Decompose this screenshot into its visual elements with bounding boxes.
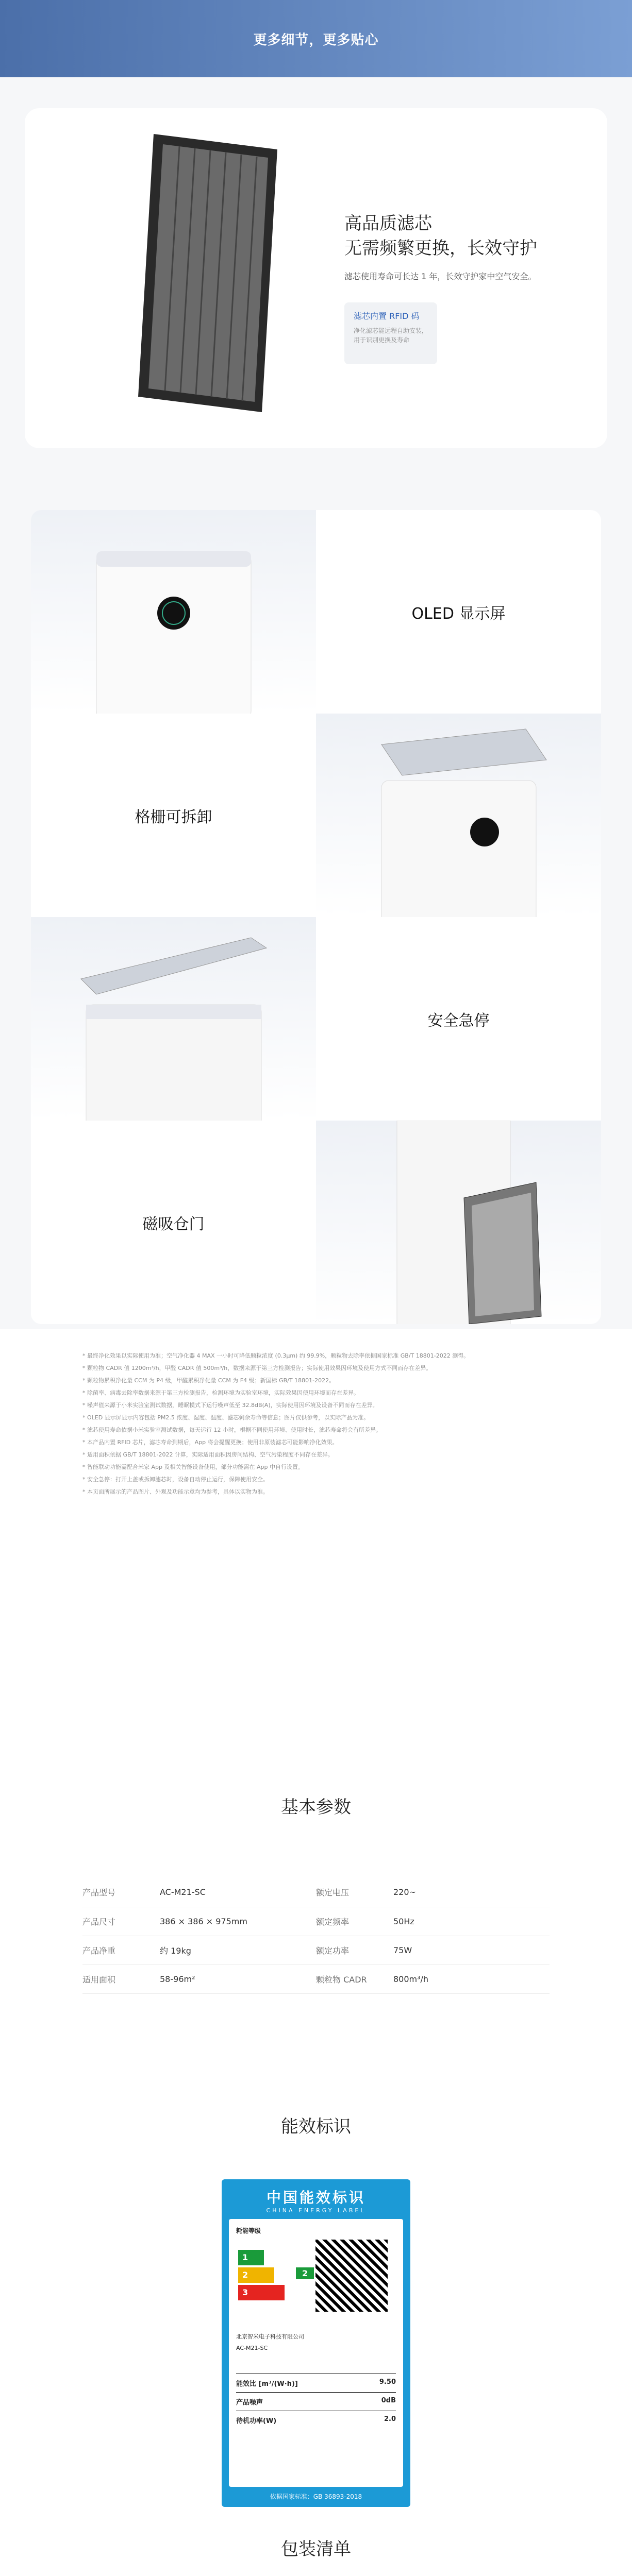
footnotes	[0, 1329, 632, 1793]
param-value: 58-96m²	[160, 1964, 316, 1993]
param-key: 产品尺寸	[82, 1907, 160, 1936]
param-row	[82, 1964, 550, 1993]
row1-value: 9.50	[379, 2378, 396, 2386]
param-key: 适用面积	[82, 1964, 160, 1993]
grille-cell	[31, 714, 316, 917]
footnote-line: * 本页面所展示的产品图片、外观及功能示意均为参考，具体以实物为准。	[82, 1488, 269, 1495]
grade-label: 耗能等级	[236, 2227, 261, 2234]
rfid-line-1: 净化滤芯能远程自助安装，	[354, 327, 428, 334]
param-key: 产品净重	[82, 1936, 160, 1964]
filter-title-1: 高品质滤芯	[344, 213, 432, 234]
param-value: 220~	[393, 1878, 550, 1907]
param-value: 800m³/h	[393, 1964, 550, 1993]
param-key: 颗粒物 CADR	[316, 1964, 393, 1993]
row1-key: 能效比 [m³/(W·h)]	[236, 2380, 298, 2388]
param-value: 约 19kg	[160, 1936, 316, 1964]
rfid-title: 滤芯内置 RFID 码	[354, 311, 420, 321]
banner	[0, 0, 632, 77]
filter-card	[25, 108, 607, 448]
rfid-card	[344, 302, 437, 364]
footnote-line: * 颗粒物 CADR 值 1200m³/h，甲醛 CADR 值 500m³/h，数据来源于第三方检测报告；实际使用效果因环境及使用方式不同而存在差异。	[82, 1365, 432, 1371]
row3-key: 待机功率(W)	[236, 2417, 277, 2425]
oled-label: OLED 显示屏	[411, 604, 506, 623]
footnote-line: * 本产品内置 RFID 芯片，滤芯寿命到期后，App 将会提醒更换；使用非原装滤芯可能影响净化效果。	[82, 1439, 338, 1446]
grille-image	[316, 714, 601, 917]
params-section	[0, 1793, 632, 2112]
energy-row-3	[236, 2411, 396, 2429]
footnote-line: * 滤芯使用寿命依据小米实验室测试数据，每天运行 12 小时，根据不同使用环境、使用时长，滤芯寿命将会有所差异。	[82, 1427, 381, 1433]
grille-label: 格栅可拆卸	[135, 808, 212, 826]
grade-bars	[238, 2250, 285, 2302]
energy-label-body	[229, 2219, 403, 2487]
oled-image	[31, 510, 316, 714]
door-cell	[31, 1121, 316, 1324]
filter-image	[123, 129, 293, 417]
maker: 北京智米电子科技有限公司	[236, 2333, 304, 2340]
energy-title: 能效标识	[281, 2116, 351, 2137]
row2-key: 产品噪声	[236, 2399, 263, 2406]
pack-section	[0, 2535, 632, 2576]
filter-section	[0, 77, 632, 479]
footnote-line: * 噪声值来源于小米实验室测试数据，睡眠模式下运行噪声低至 32.8dB(A)，实际使用因环境及设备不同而存在差异。	[82, 1402, 378, 1409]
row2-value: 0dB	[381, 2397, 396, 2404]
energy-label	[222, 2179, 410, 2507]
params-title: 基本参数	[281, 1797, 351, 1818]
grade-indicator: 2	[296, 2267, 314, 2279]
energy-standard: 依据国家标准：GB 36893-2018	[270, 2493, 362, 2500]
param-key: 产品型号	[82, 1878, 160, 1907]
params-table	[82, 1878, 550, 1994]
footnote-line: * 适用面积依据 GB/T 18801-2022 计算，实际适用面积因房间结构、空气污染程度不同存在差异。	[82, 1451, 334, 1458]
param-value: 75W	[393, 1936, 550, 1964]
banner-title: 更多细节，更多贴心	[253, 32, 379, 48]
param-key: 额定频率	[316, 1907, 393, 1936]
rfid-line-2: 用于识别更换及寿命	[354, 336, 410, 344]
features-section	[0, 479, 632, 1329]
param-key: 额定电压	[316, 1878, 393, 1907]
pack-title: 包装清单	[281, 2539, 351, 2560]
footnote-line: * 除菌率、病毒去除率数据来源于第三方检测报告，检测环境为实验室环境，实际效果因使用环境而存在差异。	[82, 1389, 359, 1396]
param-value: 386 × 386 × 975mm	[160, 1907, 316, 1936]
oled-cell	[316, 510, 601, 714]
energy-row-2	[236, 2392, 396, 2411]
filter-title-2: 无需频繁更换，长效守护	[344, 238, 537, 259]
param-value: 50Hz	[393, 1907, 550, 1936]
door-image	[316, 1121, 601, 1324]
grade-bar-3: 3	[238, 2285, 285, 2300]
filter-desc: 滤芯使用寿命可长达 1 年，长效守护家中空气安全。	[344, 272, 537, 281]
model: AC-M21-SC	[236, 2345, 268, 2351]
param-row	[82, 1907, 550, 1936]
row3-value: 2.0	[384, 2415, 396, 2423]
energy-label-sub: CHINA ENERGY LABEL	[266, 2207, 366, 2214]
grade-bar-1: 1	[238, 2250, 264, 2265]
stop-label: 安全急停	[427, 1011, 490, 1030]
footnote-line: * 安全急停：打开上盖或拆卸滤芯时，设备自动停止运行，保障使用安全。	[82, 1476, 269, 1483]
door-label: 磁吸仓门	[142, 1215, 205, 1233]
param-key: 额定功率	[316, 1936, 393, 1964]
footnote-line: * 最终净化效果以实际使用为准；空气净化器 4 MAX 一小时可降低颗粒浓度 (0.3μm) 约 99.9%，颗粒物去除率依据国家标准 GB/T 18801-2022 测得。	[82, 1352, 470, 1359]
footnote-line: * 智能联动功能需配合米家 App 及相关智能设备使用，部分功能需在 App 中自行设置。	[82, 1464, 304, 1470]
stop-image	[31, 917, 316, 1121]
footnote-line: * OLED 显示屏显示内容包括 PM2.5 浓度、湿度、温度、滤芯剩余寿命等信息；图片仅供参考，以实际产品为准。	[82, 1414, 370, 1421]
energy-section	[0, 2112, 632, 2535]
energy-rows	[236, 2374, 396, 2429]
energy-label-head: 中国能效标识	[266, 2189, 365, 2206]
stop-cell	[316, 917, 601, 1121]
energy-row-1	[236, 2374, 396, 2392]
filter-text	[344, 211, 537, 364]
param-value: AC-M21-SC	[160, 1878, 316, 1907]
qr-code	[315, 2240, 388, 2312]
footnote-line: * 颗粒物累积净化量 CCM 为 P4 级，甲醛累积净化量 CCM 为 F4 级；新国标 GB/T 18801-2022。	[82, 1377, 335, 1384]
features-grid	[31, 510, 601, 1324]
param-row	[82, 1878, 550, 1907]
param-row	[82, 1936, 550, 1964]
grade-bar-2: 2	[238, 2267, 274, 2283]
